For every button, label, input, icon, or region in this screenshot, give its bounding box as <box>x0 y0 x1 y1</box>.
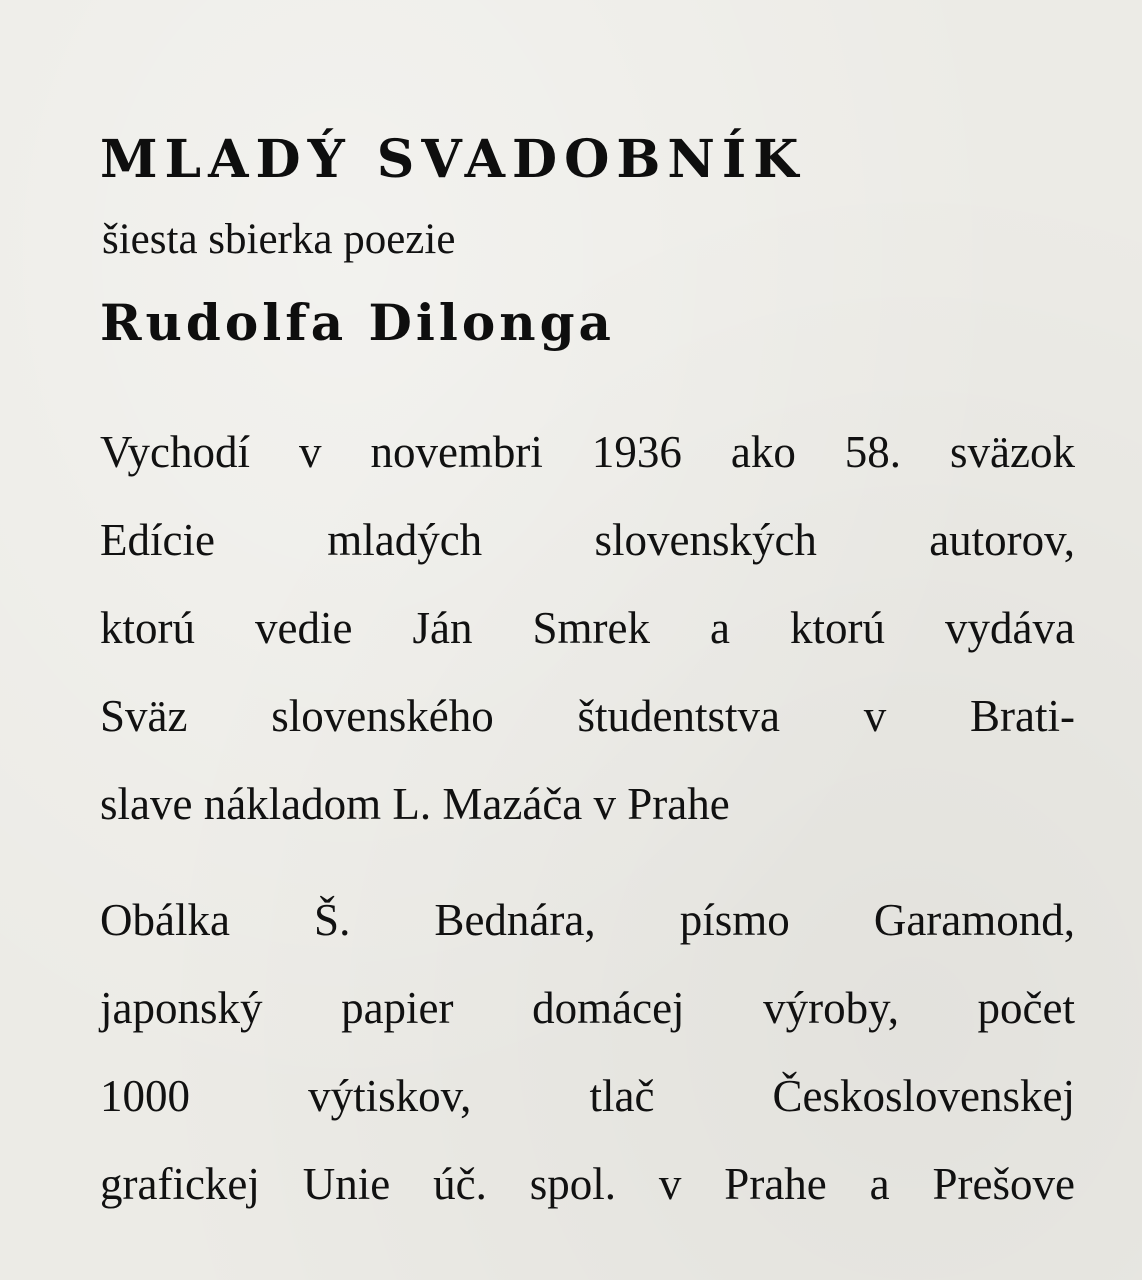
text-line: grafickej Unie úč. spol. v Prahe a Prešove <box>100 1159 1075 1209</box>
text-line: Obálka Š. Bednára, písmo Garamond, <box>100 895 1075 945</box>
book-subtitle: šiesta sbierka poezie <box>102 216 456 263</box>
production-paragraph <box>100 876 1075 1228</box>
text-line: Edície mladých slovenských autorov, <box>100 515 1075 565</box>
text-line: slave nákladom L. Mazáča v Prahe <box>100 779 730 829</box>
text-line: Sväz slovenského študentstva v Brati- <box>100 691 1075 741</box>
text-line: Vychodí v novembri 1936 ako 58. sväzok <box>100 427 1075 477</box>
publication-paragraph <box>100 408 1075 848</box>
text-line: japonský papier domácej výroby, počet <box>100 983 1075 1033</box>
text-line: 1000 výtiskov, tlač Československej <box>100 1071 1075 1121</box>
book-title: MLADÝ SVADOBNÍK <box>100 129 806 190</box>
book-author: Rudolfa Dilonga <box>100 293 615 352</box>
text-line: ktorú vedie Ján Smrek a ktorú vydáva <box>100 603 1075 653</box>
